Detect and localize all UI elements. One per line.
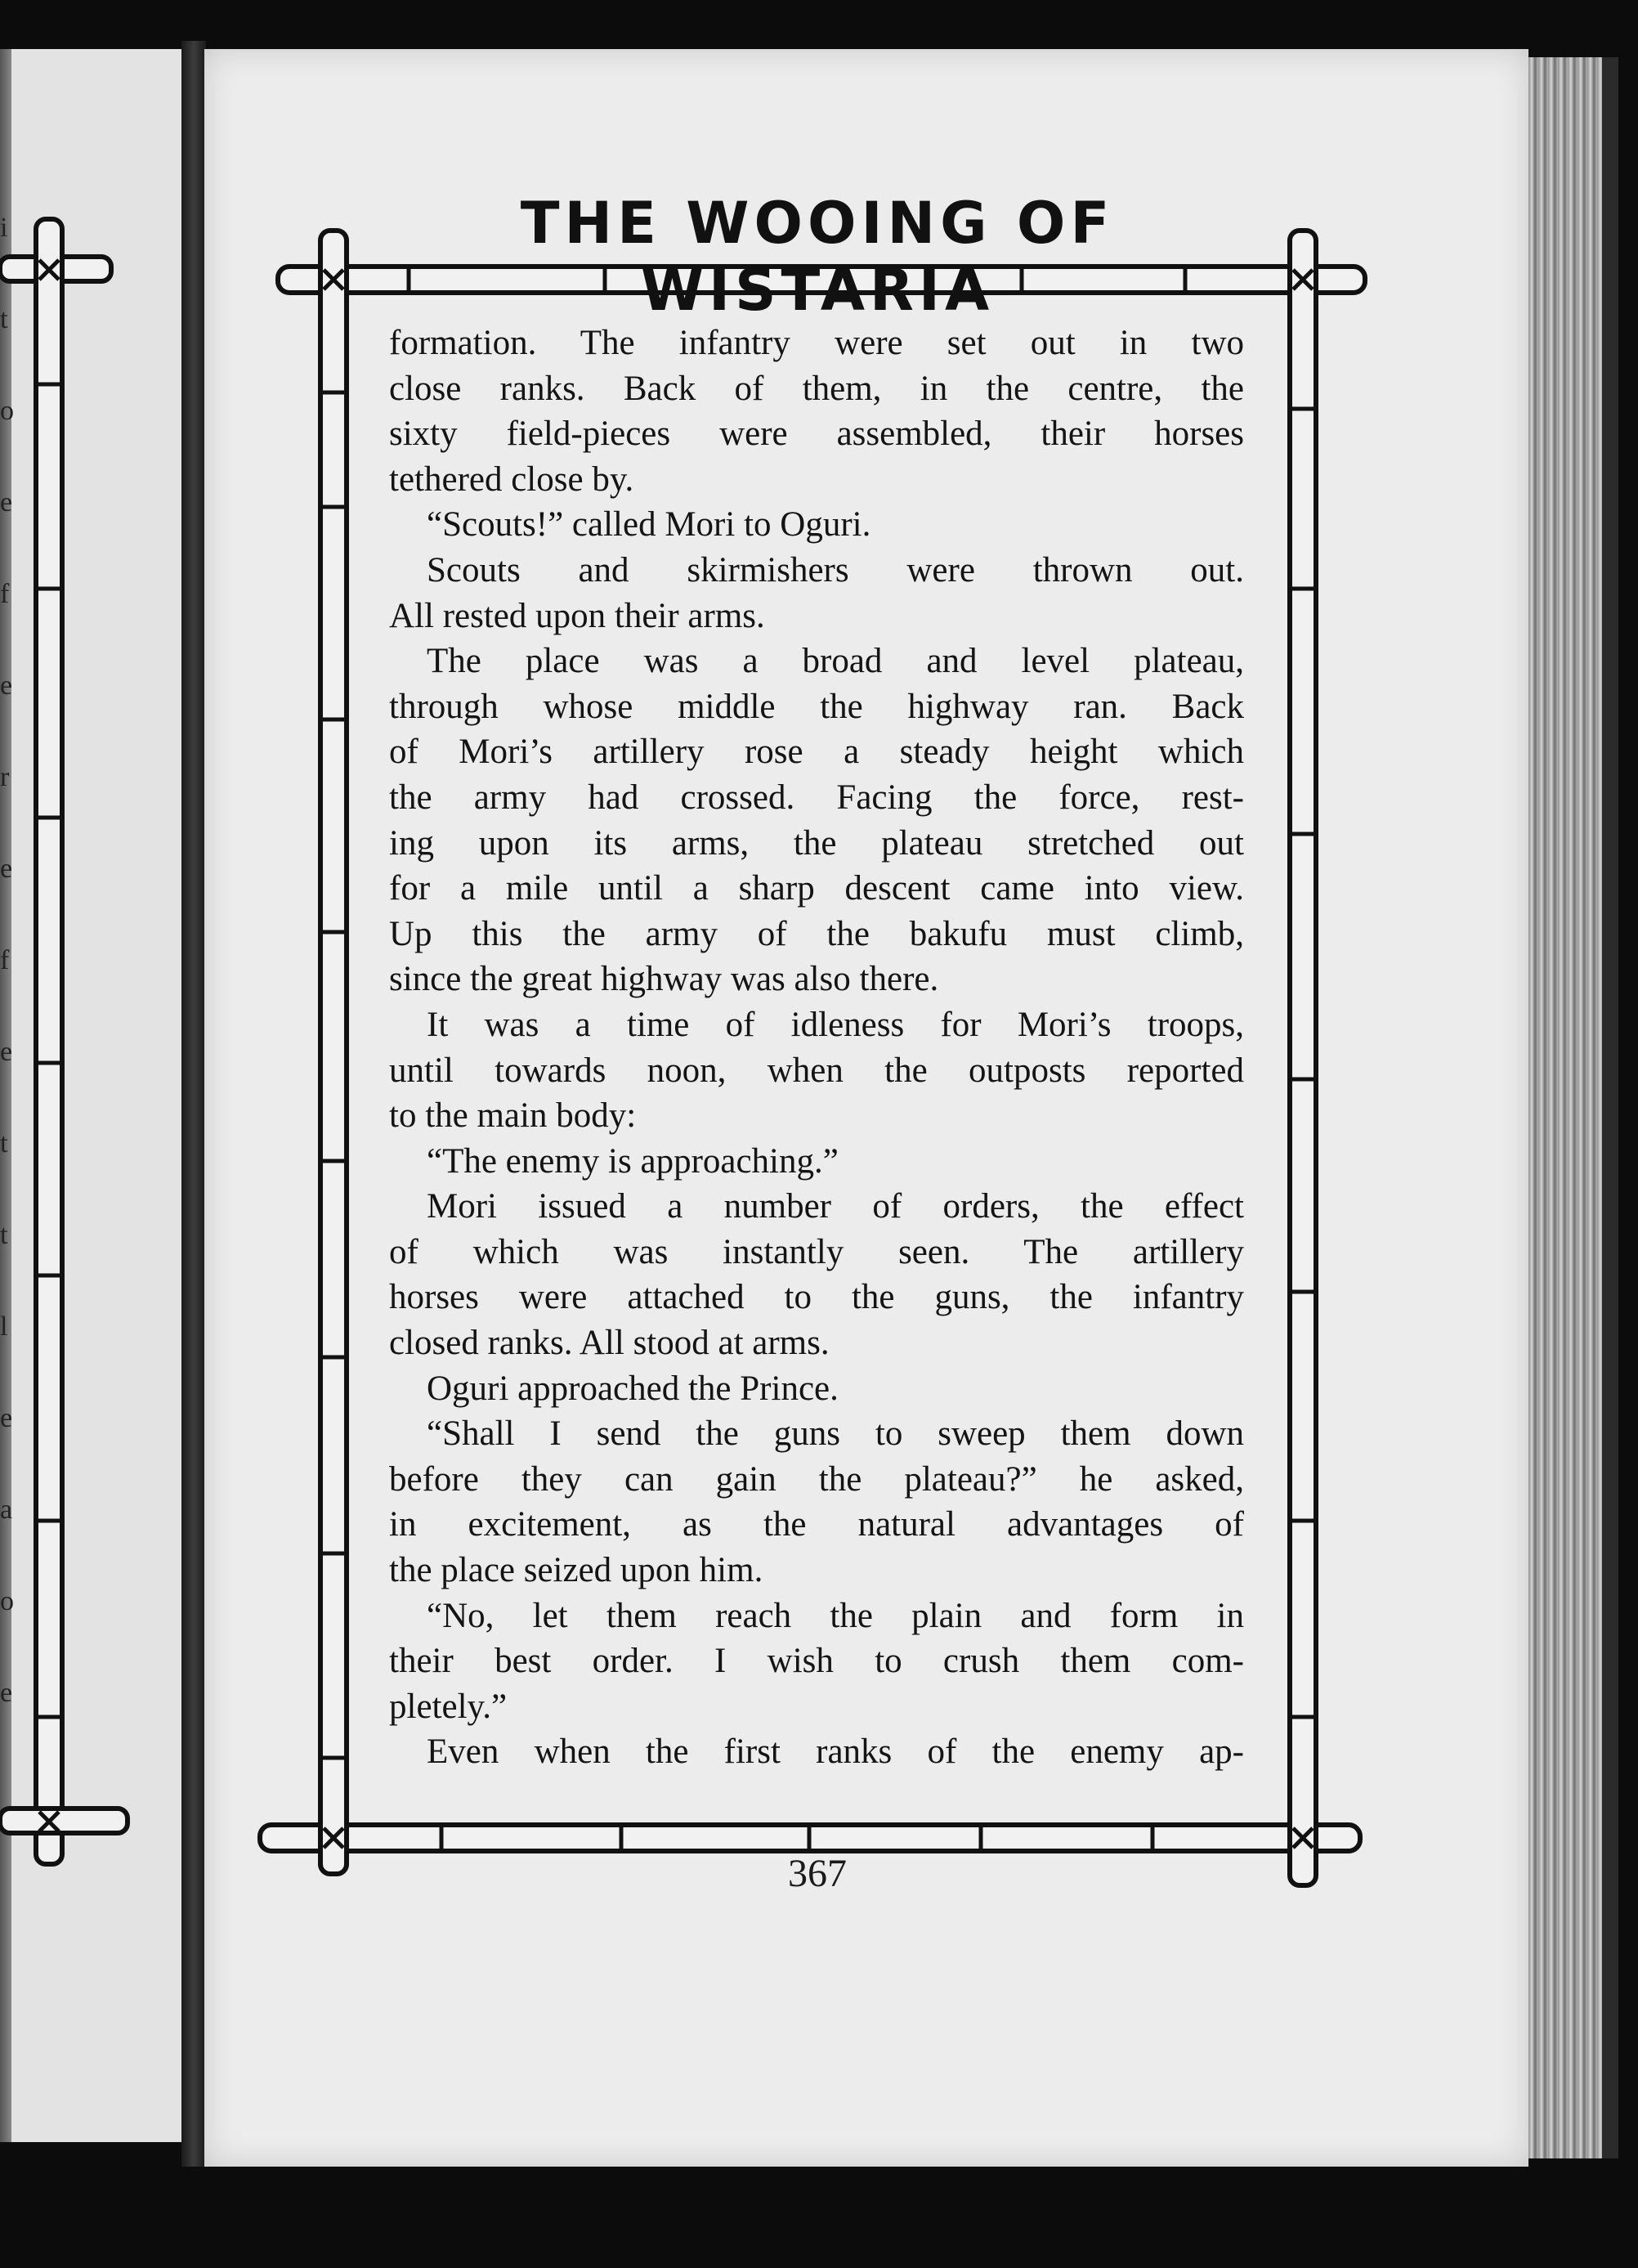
text-line: All rested upon their arms.	[389, 596, 765, 635]
text-line: formation. The infantry were set out in two	[389, 324, 1244, 362]
text-line: to the main body:	[389, 1096, 637, 1136]
text-line: closed ranks. All stood at arms.	[389, 1324, 830, 1363]
text-line: pletely.”	[389, 1687, 508, 1726]
prev-page-letter: i	[0, 213, 8, 243]
text-line: Up this the army of the bakufu must climb,	[389, 914, 1244, 953]
text-line: close ranks. Back of them, in the centre, the	[389, 369, 1244, 408]
text-line: “No, let them reach the plain and form in	[427, 1596, 1244, 1635]
text-line: their best order. I wish to crush them com-	[389, 1642, 1244, 1681]
prev-bamboo-bottom-rail	[0, 1809, 128, 1833]
text-line: ing upon its arms, the plateau stretched out	[389, 823, 1244, 863]
text-line: in excitement, as the natural advantages of	[389, 1505, 1244, 1544]
text-line: the army had crossed. Facing the force, rest-	[389, 778, 1244, 817]
body-text	[389, 320, 1244, 1775]
text-line: sixty field-pieces were assembled, their horses	[389, 415, 1244, 454]
prev-page-letter: e	[0, 1678, 13, 1708]
text-line: horses were attached to the guns, the infantry	[389, 1278, 1244, 1317]
text-line: Oguri approached the Prince.	[427, 1369, 839, 1408]
prev-page-letter: e	[0, 854, 13, 884]
prev-bamboo-post	[36, 219, 62, 1864]
text-line: “The enemy is approaching.”	[427, 1141, 839, 1181]
prev-page-letter: o	[0, 1586, 14, 1616]
prev-page-letter: e	[0, 670, 13, 701]
text-line: The place was a broad and level plateau,	[427, 642, 1244, 681]
prev-page-letter: t	[0, 304, 8, 334]
text-line: “Shall I send the guns to sweep them down	[427, 1414, 1244, 1454]
text-line: before they can gain the plateau?” he asked,	[389, 1459, 1244, 1499]
prev-page-letter: o	[0, 396, 14, 426]
text-line: Mori issued a number of orders, the effect	[427, 1187, 1244, 1226]
prev-page-letter: e	[0, 1403, 13, 1433]
text-line: since the great highway was also there.	[389, 960, 939, 999]
bamboo-right-post	[1290, 231, 1316, 1885]
prev-page-letter: f	[0, 945, 10, 975]
prev-page-letter: f	[0, 579, 10, 609]
prev-page-letter: r	[0, 762, 10, 792]
text-line: Scouts and skirmishers were thrown out.	[427, 550, 1244, 589]
prev-page-letter: a	[0, 1495, 13, 1525]
text-line: of which was instantly seen. The artillery	[389, 1232, 1244, 1271]
prev-page-letter: e	[0, 487, 13, 518]
text-line: for a mile until a sharp descent came into view.	[389, 869, 1244, 908]
text-line: tethered close by.	[389, 459, 634, 499]
text-line: until towards noon, when the outposts reported	[389, 1051, 1244, 1090]
running-title: THE WOOING OF WISTARIA	[520, 190, 1115, 324]
prev-page-letter: l	[0, 1311, 8, 1342]
prev-page-letter: e	[0, 1037, 13, 1067]
prev-page-letter: t	[0, 1220, 8, 1250]
text-line: Even when the first ranks of the enemy ap-	[427, 1732, 1244, 1772]
text-line: It was a time of idleness for Mori’s troops,	[427, 1005, 1244, 1044]
text-line: the place seized upon him.	[389, 1551, 763, 1590]
page-number: 367	[788, 1852, 847, 1895]
text-line: “Scouts!” called Mori to Oguri.	[427, 505, 871, 545]
prev-page-letter: t	[0, 1128, 8, 1159]
bamboo-left-post	[320, 231, 347, 1874]
text-line: through whose middle the highway ran. Back	[389, 687, 1244, 726]
text-line: of Mori’s artillery rose a steady height which	[389, 733, 1244, 772]
